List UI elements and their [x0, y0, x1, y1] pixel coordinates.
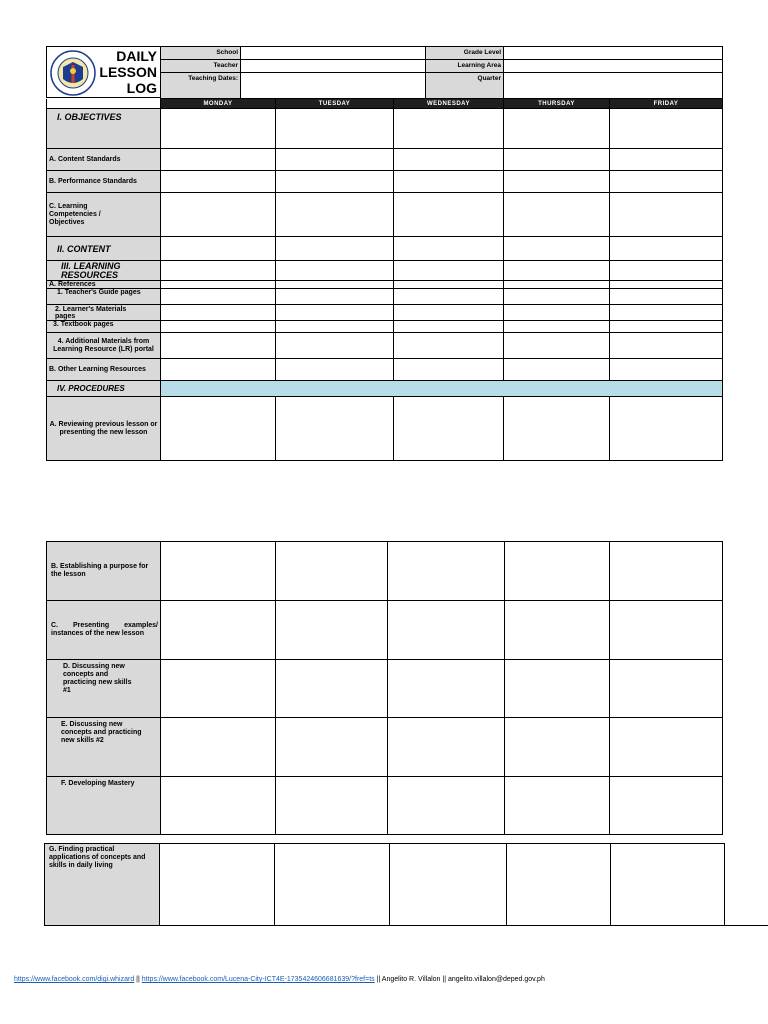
cell[interactable] [504, 193, 610, 237]
header-logo-box [46, 46, 160, 98]
cell[interactable] [388, 542, 505, 601]
quarter-label: Quarter [426, 73, 504, 99]
content-standards-label: A. Content Standards [47, 149, 161, 171]
cell[interactable] [394, 149, 504, 171]
objectives-label: I. OBJECTIVES [47, 109, 161, 149]
cell[interactable] [276, 149, 394, 171]
cell[interactable] [276, 397, 394, 461]
quarter-field[interactable] [504, 73, 723, 99]
cell[interactable] [507, 844, 611, 926]
competencies-label: C. Learning Competencies / Objectives [47, 193, 161, 237]
cell[interactable] [505, 660, 610, 718]
cell[interactable] [388, 718, 505, 777]
cell[interactable] [610, 660, 723, 718]
cell[interactable] [276, 281, 394, 289]
cell[interactable] [394, 305, 504, 321]
cell[interactable] [610, 171, 723, 193]
cell[interactable] [504, 149, 610, 171]
other-resources-label: B. Other Learning Resources [47, 359, 161, 381]
learning-resources-label: III. LEARNING RESOURCES [47, 261, 161, 281]
cell[interactable] [161, 289, 276, 305]
cell[interactable] [276, 237, 394, 261]
day-wednesday: WEDNESDAY [394, 99, 504, 109]
deped-seal-icon [49, 49, 97, 97]
cell[interactable] [394, 333, 504, 359]
footer-sep: || [440, 976, 448, 983]
cell[interactable] [504, 289, 610, 305]
learning-area-label: Learning Area [426, 60, 504, 73]
cell[interactable] [610, 542, 723, 601]
footer-sep: || [374, 976, 382, 983]
grade-level-label: Grade Level [426, 47, 504, 60]
footer-email: angelito.villalon@deped.gov.ph [447, 976, 545, 983]
cell[interactable] [276, 261, 394, 281]
footer-sep: || [134, 976, 142, 983]
day-thursday: THURSDAY [504, 99, 610, 109]
school-field[interactable] [241, 47, 426, 60]
footer [14, 976, 545, 983]
cell[interactable] [504, 261, 610, 281]
cell[interactable] [161, 305, 276, 321]
cell[interactable] [388, 777, 505, 835]
cell[interactable] [610, 149, 723, 171]
cell[interactable] [276, 171, 394, 193]
textbook-label: 3. Textbook pages [47, 321, 161, 333]
presenting-label: C. Presenting examples/ instances of the new lesson [47, 601, 161, 660]
learners-materials-label: 2. Learner's Materials pages [47, 305, 161, 321]
grade-level-field[interactable] [504, 47, 723, 60]
cell[interactable] [161, 281, 276, 289]
teaching-dates-field[interactable] [241, 73, 426, 99]
cell[interactable] [161, 359, 276, 381]
content-label: II. CONTENT [47, 237, 161, 261]
cell[interactable] [394, 109, 504, 149]
cell[interactable] [394, 261, 504, 281]
cell[interactable] [610, 305, 723, 321]
cell[interactable] [504, 333, 610, 359]
header-fields [160, 46, 723, 99]
cell[interactable] [394, 397, 504, 461]
cell[interactable] [276, 333, 394, 359]
cell[interactable] [611, 844, 725, 926]
cell[interactable] [276, 193, 394, 237]
cell[interactable] [610, 289, 723, 305]
cell[interactable] [505, 718, 610, 777]
cell[interactable] [276, 109, 394, 149]
cell[interactable] [504, 305, 610, 321]
title-log: LOG [126, 80, 157, 96]
day-monday: MONDAY [161, 99, 276, 109]
cell[interactable] [161, 237, 276, 261]
cell[interactable] [394, 237, 504, 261]
cell[interactable] [610, 281, 723, 289]
cell[interactable] [610, 601, 723, 660]
cell[interactable] [504, 237, 610, 261]
day-friday: FRIDAY [610, 99, 723, 109]
cell[interactable] [161, 542, 276, 601]
dll-table-page2-finding [44, 843, 725, 926]
cell[interactable] [276, 359, 394, 381]
establishing-label: B. Establishing a purpose for the lesson [47, 542, 161, 601]
cell[interactable] [610, 397, 723, 461]
cell[interactable] [610, 359, 723, 381]
footer-link-lucena-ict4e[interactable]: https://www.facebook.com/Lucena-City-ICT4E-1735424606681639/?fref=ts [141, 976, 375, 983]
cell[interactable] [504, 397, 610, 461]
cell[interactable] [394, 289, 504, 305]
cell[interactable] [161, 660, 276, 718]
cell[interactable] [161, 333, 276, 359]
school-label: School [161, 47, 241, 60]
cell[interactable] [276, 777, 388, 835]
cell[interactable] [394, 171, 504, 193]
cell[interactable] [504, 281, 610, 289]
cell[interactable] [394, 193, 504, 237]
cell[interactable] [388, 601, 505, 660]
cell[interactable] [276, 542, 388, 601]
cell[interactable] [504, 321, 610, 333]
cell[interactable] [161, 109, 276, 149]
cell[interactable] [275, 844, 390, 926]
cell[interactable] [504, 171, 610, 193]
cell[interactable] [160, 844, 275, 926]
cell[interactable] [161, 397, 276, 461]
footer-link-digi-whizard[interactable]: https://www.facebook.com/digi.whizard [14, 976, 135, 983]
footer-author: Angelito R. Villalon [381, 976, 441, 983]
cell[interactable] [610, 109, 723, 149]
cell[interactable] [161, 321, 276, 333]
cell[interactable] [504, 359, 610, 381]
procedures-band [161, 381, 723, 397]
cell[interactable] [388, 660, 505, 718]
cell[interactable] [390, 844, 507, 926]
day-tuesday: TUESDAY [276, 99, 394, 109]
reviewing-label: A. Reviewing previous lesson or presenting the new lesson [47, 397, 161, 461]
teaching-dates-label: Teaching Dates: [161, 73, 241, 99]
cell[interactable] [394, 321, 504, 333]
performance-standards-label: B. Performance Standards [47, 171, 161, 193]
cell[interactable] [161, 601, 276, 660]
discussing-2-label: E. Discussing new concepts and practicing new skills #2 [47, 718, 161, 777]
additional-materials-label: 4. Additional Materials from Learning Resource (LR) portal [47, 333, 161, 359]
cell[interactable] [276, 305, 394, 321]
bottom-rule [44, 925, 768, 926]
cell[interactable] [276, 289, 394, 305]
cell[interactable] [610, 193, 723, 237]
cell[interactable] [504, 109, 610, 149]
cell[interactable] [161, 261, 276, 281]
cell[interactable] [505, 542, 610, 601]
dll-table-page2 [46, 541, 723, 835]
finding-label: G. Finding practical applications of concepts and skills in daily living [45, 844, 160, 926]
cell[interactable] [276, 718, 388, 777]
mastery-label: F. Developing Mastery [47, 777, 161, 835]
cell[interactable] [161, 777, 276, 835]
cell[interactable] [161, 718, 276, 777]
cell[interactable] [610, 237, 723, 261]
day-header-row [47, 99, 723, 109]
cell[interactable] [276, 601, 388, 660]
references-label: A. References [47, 281, 161, 289]
cell[interactable] [276, 660, 388, 718]
procedures-label: IV. PROCEDURES [47, 381, 161, 397]
cell[interactable] [610, 777, 723, 835]
cell[interactable] [610, 321, 723, 333]
learning-area-field[interactable] [504, 60, 723, 73]
cell[interactable] [610, 261, 723, 281]
cell[interactable] [161, 171, 276, 193]
cell[interactable] [161, 149, 276, 171]
cell[interactable] [610, 718, 723, 777]
dll-table-page1 [46, 98, 723, 461]
teacher-label: Teacher [161, 60, 241, 73]
cell[interactable] [394, 359, 504, 381]
title-lesson: LESSON [99, 64, 157, 80]
discussing-1-label: D. Discussing new concepts and practicing new skills #1 [47, 660, 161, 718]
cell[interactable] [505, 601, 610, 660]
title-daily: DAILY [116, 48, 157, 64]
teachers-guide-label: 1. Teacher's Guide pages [47, 289, 161, 305]
cell[interactable] [505, 777, 610, 835]
cell[interactable] [161, 193, 276, 237]
cell[interactable] [610, 333, 723, 359]
cell[interactable] [276, 321, 394, 333]
teacher-field[interactable] [241, 60, 426, 73]
cell[interactable] [394, 281, 504, 289]
